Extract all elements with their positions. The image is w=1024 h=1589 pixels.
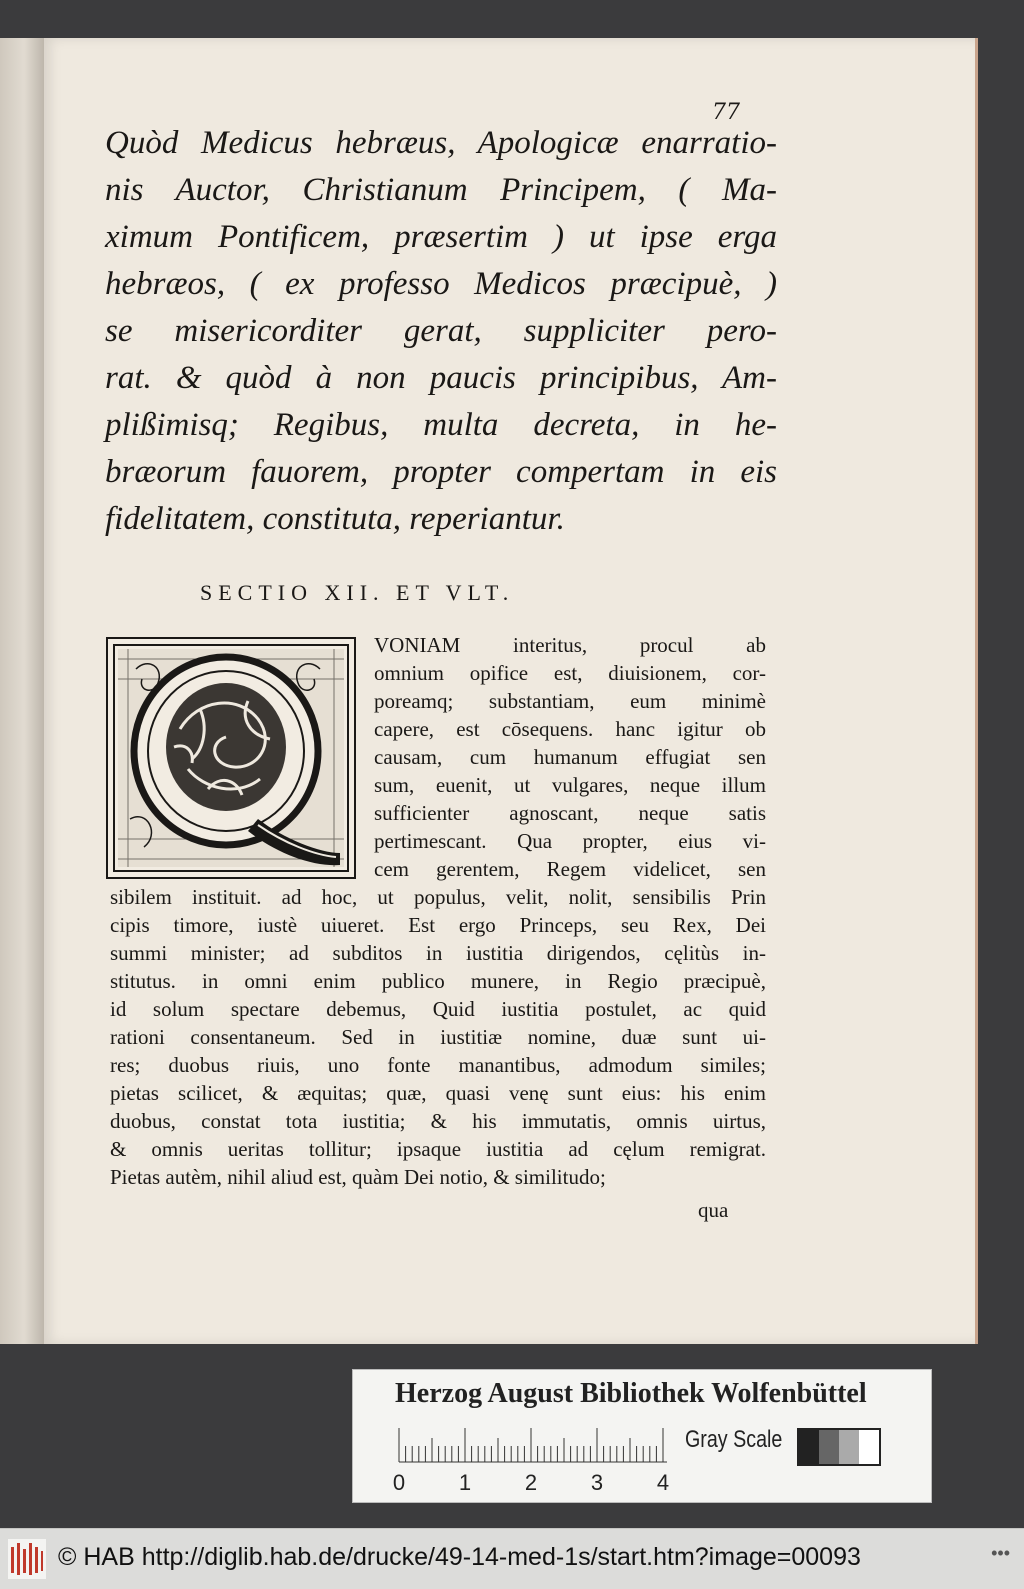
- body-line: res; duobus riuis, uno fonte manantibus, admodum similes;: [110, 1053, 766, 1077]
- gray-swatch-dark: [819, 1430, 839, 1464]
- page-number: 77: [712, 100, 740, 125]
- section-title: SECTIO XII. ET VLT.: [200, 580, 515, 605]
- facing-page-edge: [0, 38, 44, 1344]
- more-options-icon[interactable]: •••: [991, 1543, 1010, 1563]
- footer-bar: [0, 1528, 1024, 1589]
- hab-logo-icon[interactable]: [8, 1539, 46, 1579]
- body-line: stitutus. in omni enim publico munere, in Regio præcipuè,: [110, 969, 766, 993]
- ruler-number: 0: [392, 1470, 406, 1495]
- heading-line: Quòd Medicus hebræus, Apologicæ enarratio-: [105, 125, 777, 161]
- heading-line: ximum Pontificem, præsertim ) ut ipse erga: [105, 219, 777, 255]
- gray-swatch-white: [859, 1430, 879, 1464]
- ruler-number: 2: [524, 1470, 538, 1495]
- body-line: omnium opifice est, diuisionem, cor-: [374, 661, 766, 685]
- library-name: Herzog August Bibliothek Wolfenbüttel: [395, 1378, 867, 1409]
- body-line: & omnis ueritas tollitur; ipsaque iustitia ad cęlum remigrat.: [110, 1137, 766, 1161]
- body-line: id solum spectare debemus, Quid iustitia postulet, ac quid: [110, 997, 766, 1021]
- decorated-initial-q: [106, 637, 356, 879]
- body-line: cem gerentem, Regem videlicet, sen: [374, 857, 766, 881]
- gray-scale-swatches: [797, 1428, 881, 1466]
- body-line: sufficienter agnoscant, neque satis: [374, 801, 766, 825]
- heading-line: plißimisq; Regibus, multa decreta, in he-: [105, 407, 777, 443]
- body-line: duobus, constat tota iustitia; & his immutatis, omnis uirtus,: [110, 1109, 766, 1133]
- ruler: [392, 1426, 677, 1496]
- scale-card: [352, 1369, 932, 1503]
- body-line: pertimescant. Qua propter, eius vi-: [374, 829, 766, 853]
- heading-line: fidelitatem, constituta, reperiantur.: [105, 501, 565, 537]
- catchword: qua: [698, 1198, 729, 1222]
- woodcut-initial-icon: [108, 639, 354, 877]
- body-line: cipis timore, iustè uiueret. Est ergo Princeps, seu Rex, Dei: [110, 913, 766, 937]
- body-line: rationi consentaneum. Sed in iustitiæ nomine, duæ sunt ui-: [110, 1025, 766, 1049]
- heading-line: se misericorditer gerat, suppliciter pero-: [105, 313, 777, 349]
- gray-swatch-black: [799, 1430, 819, 1464]
- body-line: causam, cum humanum effugiat sen: [374, 745, 766, 769]
- footer-url[interactable]: © HAB http://diglib.hab.de/drucke/49-14-med-1s/start.htm?image=00093: [58, 1543, 861, 1571]
- body-line: sibilem instituit. ad hoc, ut populus, velit, nolit, sensibilis Prin: [110, 885, 766, 909]
- heading-line: hebræos, ( ex professo Medicos præcipuè, ): [105, 266, 777, 302]
- chapter-heading: [105, 120, 777, 543]
- gray-scale-label: Gray Scale: [685, 1426, 783, 1453]
- heading-line: bræorum fauorem, propter compertam in eis: [105, 454, 777, 490]
- body-line: summi minister; ad subditos in iustitia dirigendos, cęlitùs in-: [110, 941, 766, 965]
- gray-swatch-light: [839, 1430, 859, 1464]
- body-line: sum, euenit, ut vulgares, neque illum: [374, 773, 766, 797]
- ruler-number: 4: [656, 1470, 670, 1495]
- ruler-number: 3: [590, 1470, 604, 1495]
- body-line: Pietas autèm, nihil aliud est, quàm Dei notio, & similitudo;: [110, 1165, 606, 1189]
- body-line: capere, est cōsequens. hanc igitur ob: [374, 717, 766, 741]
- body-line: poreamq; substantiam, eum minimè: [374, 689, 766, 713]
- heading-line: nis Auctor, Christianum Principem, ( Ma-: [105, 172, 777, 208]
- heading-line: rat. & quòd à non paucis principibus, Am-: [105, 360, 777, 396]
- body-line: VONIAM interitus, procul ab: [374, 633, 766, 657]
- body-line: pietas scilicet, & æquitas; quæ, quasi venę sunt eius: his enim: [110, 1081, 766, 1105]
- ruler-number: 1: [458, 1470, 472, 1495]
